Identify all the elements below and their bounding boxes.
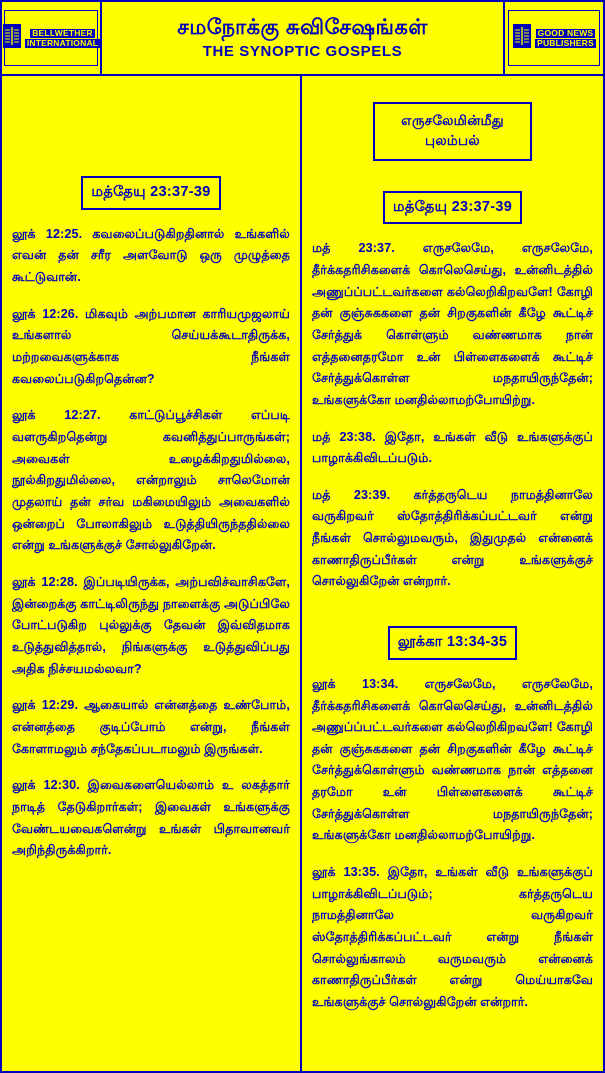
verse-paragraph: லூக் 13:35. இதோ, உங்கள் வீடு உங்களுக்குப் பாழாக்கிவிடப்படும்; கர்த்தருடெய நாமத்தினாலே வருகிறவர் ஸ்தோத்திரிக்கப்பட்டவர் என்று நீங்கள் சொல்லுங்காலம் வருமவரும் என்னைக் காணாதிருப்பீர்கள் என்று மெய்யாகவே உங்களுக்குச் சொல்லுகிறேன் என்றார். [312,865,593,1010]
verse-paragraph: லூக் 12:25. கவலைப்படுகிறதினால் உங்களில் எவன் தன் சரீர அளவோடு ஒரு முழுத்தை கூட்டுவான். [12,226,290,285]
publisher-logo-left [2,2,102,74]
verse-paragraph: லூக் 12:30. இவைகளையெல்லாம் உ லகத்தார் நாடித் தேடுகிறார்கள்; இவைகள் உங்களுக்கு வேண்டயவைகளென்று உங்கள் பிதாவானவர் அறிந்திருக்கிறார். [12,778,290,858]
logo-right-line1: GOOD NEWS [537,28,594,39]
verse-paragraph: லூக் 12:28. இப்படியிருக்க, அற்பவிச்வாசிகளே, இன்றைக்கு காட்டிலிருந்து நாளைக்கு அடுப்பிலே போட்படுகிற புல்லுக்கு தேவன் இவ்விதமாக உடுத்துவித்தால், நிங்களுக்கு உடுத்துவிப்பது அதிக நிச்சயமல்லவா? [12,574,290,676]
right-column-heading-luke-text: லூக்கா 13:34-35 [397,634,508,651]
publisher-logo-right [503,2,603,74]
verse-paragraph: மத் 23:38. இதோ, உங்கள் வீடு உங்களுக்குப் பாழாக்கிவிடப்படும். [312,429,593,466]
section-banner-line2: புலம்பல் [425,133,480,149]
left-column-heading-text: மத்தேயு 23:37-39 [91,184,211,200]
page-title-tamil: சமநோக்கு சுவிசேஷங்கள் [177,15,428,39]
verse-paragraph: லூக் 12:27. காட்டுப்பூச்சிகள் எப்படி வளருகிறதென்று கவனித்துப்பாருங்கள்; அவைகள் உழைக்கிறதுமில்லை, நூல்கிறதுமில்லை, என்றாலும் சாலெமோன் முதலாய் தன் சர்வ மகிமையிலும் அவைகளில் ஒன்றைப் போலாகிலும் உடுத்தியிருந்ததில்லை என்று உங்களுக்குச் சோல்லுகிறேன். [12,408,290,553]
right-column-heading-matthew-text: மத்தேயு 23:37-39 [392,198,513,215]
left-column [2,76,302,1071]
section-banner-line1: எருசலேமின்மீது [401,113,504,128]
page-header [2,2,603,76]
right-column [302,76,603,1071]
open-book-icon [512,23,532,54]
page-body [2,76,603,1071]
verse-paragraph: மத் 23:37. எருசலேமே, எருசலேமே, தீர்க்கதரிசிகளைக் கொலெசெய்து, உன்னிடத்தில் அணுப்ப்பட்டவர்களை கல்லெறிகிறவளே! கோழி தன் குஞ்சுககளை தன் சிறகுகளின் கீழே கூட்டிச் சேர்த்துக் கொள்ளும் வண்ணமாக நான் எத்தனைதரமோ உன் பிள்ளைகளைக் கூட்டிச் சேர்த்துக்கொள்ள மநதாயிருந்தேன்; உங்களுக்கோ மனதில்லாமற்போயிற்று. [312,241,593,407]
open-book-icon [2,23,22,54]
right-column-heading-luke [388,626,518,660]
logo-right-line2: PUBLISHERS [537,38,594,48]
verse-paragraph: லூக் 12:26. மிகவும் அற்பமான காரியமுஜலாய் உங்களால் செய்யக்கூடாதிருக்க, மற்றவைகளுக்காக நீங்கள் கவலைப்படுகிறதென்ன? [12,306,290,386]
page-title [102,2,503,74]
section-banner [373,102,532,161]
logo-left-line2: INTERNATIONAL [26,38,99,48]
verse-paragraph: லூக் 13:34. எருசலேமே, எருசலேமே, தீர்க்கதரிசிகளைக் கொலெசெய்து, உன்னிடத்தில் அணுப்ப்பட்டவர்களை கல்லெறிகிறவளே! கோழி தன் குஞ்சுககளை தன் சிறகுகளின் கீழே கூட்டிச் சேர்த்துக்கொள்ளும் வண்ணமாக நான் எத்தனை தரமோ உன் பிள்ளைகளைக் கூட்டிச் சேர்த்துக்கொள்ள மநதாயிருந்தேன்; உங்களுக்கோ மனதில்லாமற்போயிற்று. [312,676,593,843]
page-title-english: THE SYNOPTIC GOSPELS [202,43,403,61]
right-column-heading-matthew [383,191,522,225]
left-column-heading [81,176,220,210]
logo-left-line1: BELLWETHER [32,28,93,39]
verse-paragraph: லூக் 12:29. ஆகையால் என்னத்தை உண்போம், என்னத்தை குடிப்போம் என்று, நீங்கள் கோளாமலும் சந்தேகப்படாமலும் இருங்கள். [12,698,290,756]
verse-paragraph: மத் 23:39. கர்த்தருடெய நாமத்தினாலே வருகிறவர் ஸ்தோத்திரிக்கப்பட்டவர் என்று நீங்கள் சொல்லுமவரும், இதுமுதல் என்னைக் காணாதிருப்பீர்கள் என்று உங்களுக்குச் சொல்லுகிறேன் என்றார். [312,487,593,589]
